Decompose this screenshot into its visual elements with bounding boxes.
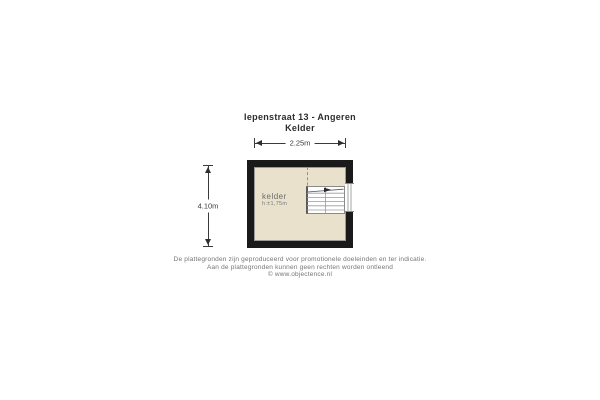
room-label-block: [262, 192, 287, 208]
dimension-end-tick: [203, 165, 213, 166]
disclaimer-line-1: De plattegronden zijn geproduceerd voor promotionele doeleinden en ter indicatie.: [173, 256, 427, 263]
page-title: Iepenstraat 13 - Angeren: [244, 112, 356, 122]
room-height-note: h:±1,75m: [262, 201, 288, 207]
window-icon: [345, 183, 354, 212]
arrow-up-icon: [205, 167, 211, 173]
dimension-end-tick: [345, 138, 346, 148]
plan-title-block: [0, 112, 600, 134]
arrow-right-icon: [338, 140, 344, 146]
dimension-width: [254, 138, 346, 148]
dimension-width-label: 2.25m: [286, 139, 315, 148]
dimension-height-label: 4.10m: [197, 201, 219, 211]
arrow-down-icon: [205, 239, 211, 245]
disclaimer-line-2: Aan de plattegronden kunnen geen rechten worden ontleend: [206, 263, 394, 271]
page-subtitle: Kelder: [285, 123, 315, 133]
disclaimer-block: [0, 256, 600, 279]
room-name: kelder: [262, 192, 287, 201]
arrow-left-icon: [256, 140, 262, 146]
stairs-icon: [306, 186, 345, 214]
dimension-height: [197, 165, 219, 247]
dimension-end-tick: [254, 138, 255, 148]
disclaimer-copyright: © www.objectence.nl: [267, 271, 333, 278]
dimension-end-tick: [203, 246, 213, 247]
